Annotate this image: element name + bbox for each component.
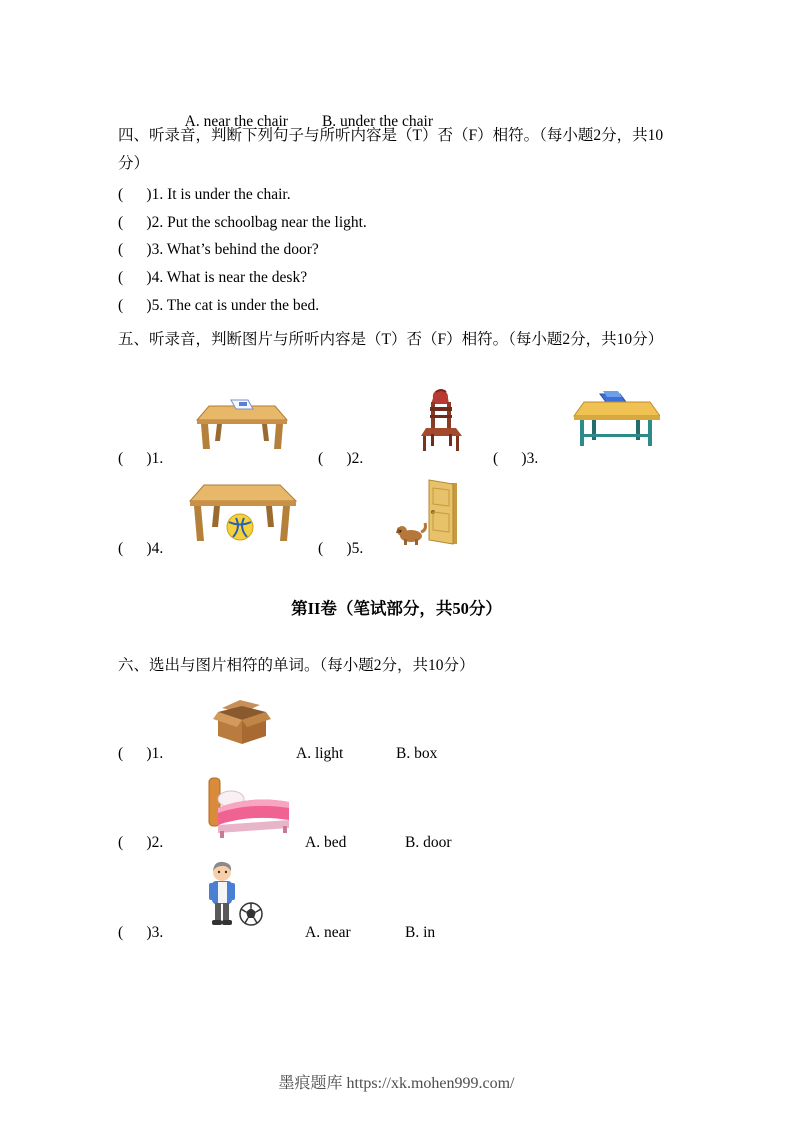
q6-2-option-a: A. bed bbox=[305, 834, 347, 851]
section4-item-4: ( )4. What is near the desk? bbox=[118, 269, 308, 286]
section4-item-2: ( )2. Put the schoolbag near the light. bbox=[118, 214, 367, 231]
q5-label-5: ( )5. bbox=[318, 540, 364, 557]
q6-label-1: ( )1. bbox=[118, 745, 164, 762]
part2-heading: 第II卷（笔试部分，共50分） bbox=[291, 599, 502, 618]
section4-item-3: ( )3. What’s behind the door? bbox=[118, 241, 319, 258]
q6-3-option-a: A. near bbox=[305, 924, 351, 941]
door-with-puppy-image bbox=[395, 478, 459, 548]
section4-item-1: ( )1. It is under the chair. bbox=[118, 186, 291, 203]
school-desk-image bbox=[572, 390, 660, 448]
q6-2-option-b: B. door bbox=[405, 834, 452, 851]
boy-with-football-image bbox=[198, 858, 270, 930]
option-a-near-the-chair: A. near the chair bbox=[184, 113, 288, 130]
q5-label-1: ( )1. bbox=[118, 450, 164, 467]
cardboard-box-image bbox=[208, 696, 272, 746]
q6-3-option-b: B. in bbox=[405, 924, 436, 941]
table-with-book-image bbox=[195, 396, 290, 451]
option-b-under-the-chair: B. under the chair bbox=[321, 113, 433, 130]
section5-title: 五、听录音，判断图片与所听内容是（T）否（F）相符。（每小题2分，共10分） bbox=[118, 331, 664, 348]
q5-label-2: ( )2. bbox=[318, 450, 364, 467]
q6-1-option-b: B. box bbox=[396, 745, 438, 762]
footer-watermark: 墨痕题库 https://xk.mohen999.com/ bbox=[278, 1075, 515, 1092]
section6-title: 六、选出与图片相符的单词。（每小题2分，共10分） bbox=[118, 657, 475, 674]
section4-item-5: ( )5. The cat is under the bed. bbox=[118, 297, 320, 314]
bed-image bbox=[203, 772, 295, 838]
q6-label-2: ( )2. bbox=[118, 834, 164, 851]
section4-title: 四、听录音，判断下列句子与所听内容是（T）否（F）相符。（每小题2分，共10分） bbox=[118, 127, 664, 172]
q6-1-option-a: A. light bbox=[296, 745, 344, 762]
q5-label-4: ( )4. bbox=[118, 540, 164, 557]
chair-with-schoolbag-image bbox=[418, 384, 464, 452]
q6-label-3: ( )3. bbox=[118, 924, 164, 941]
table-with-volleyball-image bbox=[188, 479, 298, 544]
q5-label-3: ( )3. bbox=[493, 450, 539, 467]
